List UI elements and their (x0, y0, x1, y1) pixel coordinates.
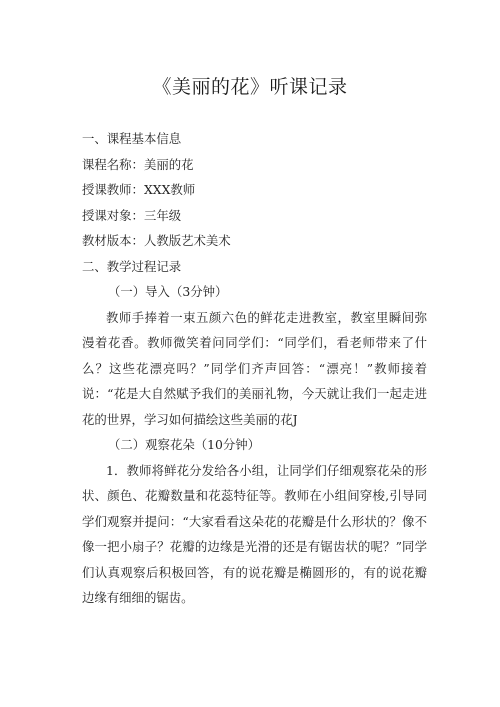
field-audience: 授课对象：三年级 (82, 207, 182, 223)
paragraph-intro: 教师手捧着一束五颜六色的鲜花走进教室，教室里瞬间弥漫着花香。教师微笑着问同学们：“同学们，看老师带来了什么？这些花漂亮吗？”同学们齐声回答：“漂亮！”教师接着说：“花是大自然赋予我们的美丽礼物，今天就让我们一起走进花的世界，学习如何描绘这些美丽的花J (82, 309, 427, 427)
field-teacher: 授课教师：XXX教师 (82, 182, 196, 197)
field-textbook: 教材版本：人教版艺术美术 (82, 233, 231, 248)
paragraph-observe: 1．教师将鲜花分发给各小组，让同学们仔细观察花朵的形状、颜色、花瓣数量和花蕊特征等。教师在小组间穿梭,引导同学们观察并提问：“大家看看这朵花的花瓣是什么形状的？像不像一把小扇子？花瓣的边缘是光滑的还是有锯齿状的呢？”同学们认真观察后积极回答，有的说花瓣是椭圆形的，有的说花瓣边缘有细细的锯齿。 (82, 462, 427, 605)
field-course-name: 课程名称：美丽的花 (82, 156, 194, 172)
subsection-heading-observe: （二）观察花朵（10分钟） (108, 437, 261, 452)
subsection-heading-intro: （一）导入（3分钟） (108, 284, 228, 299)
section-heading-basic-info: 一、课程基本信息 (82, 131, 182, 146)
page-title: 《美丽的花》听课记录 (152, 76, 348, 98)
document-body (82, 126, 427, 611)
section-heading-process: 二、教学过程记录 (82, 258, 182, 274)
